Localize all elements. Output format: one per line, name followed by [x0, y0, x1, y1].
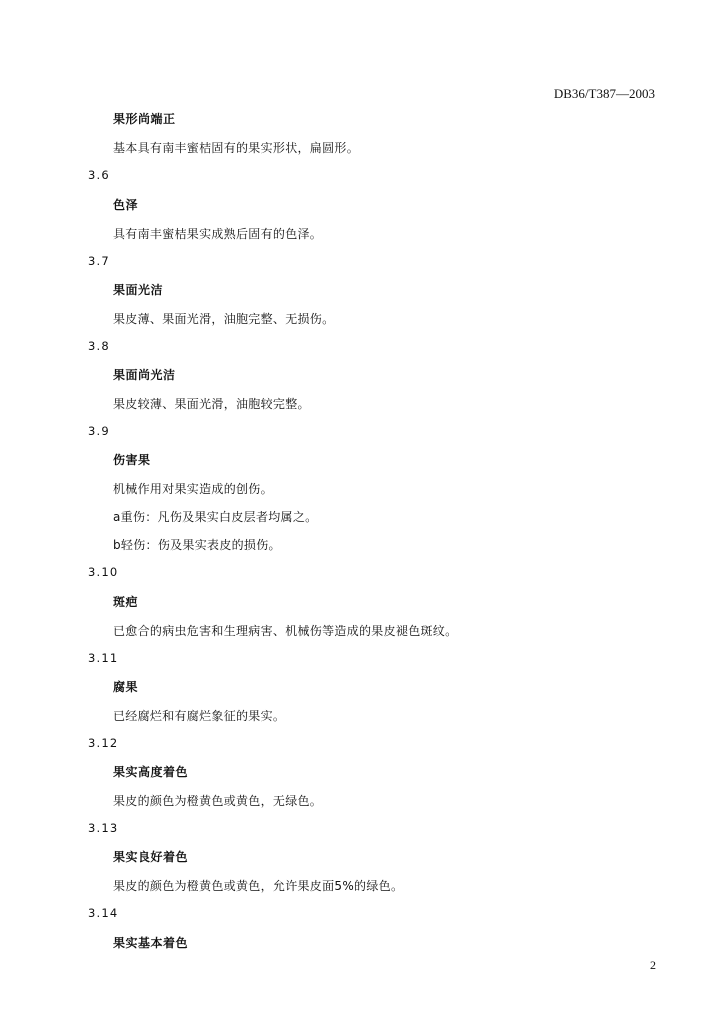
section-number: 3.7 — [88, 254, 110, 268]
term-title: 果面尚光洁 — [113, 368, 176, 382]
term-definition: 具有南丰蜜桔果实成熟后固有的色泽。 — [113, 227, 323, 241]
term-definition-item: b轻伤：伤及果实表皮的损伤。 — [113, 538, 281, 552]
section-number: 3.9 — [88, 424, 110, 438]
term-definition-item: a重伤：凡伤及果实白皮层者均属之。 — [113, 510, 318, 524]
term-definition: 果皮薄、果面光滑，油胞完整、无损伤。 — [113, 312, 335, 326]
term-title: 腐果 — [113, 680, 139, 694]
section-number: 3.8 — [88, 339, 110, 353]
term-title: 伤害果 — [113, 453, 151, 467]
section-number: 3.13 — [88, 821, 119, 835]
section-number: 3.11 — [88, 651, 119, 665]
term-title: 果实基本着色 — [113, 936, 189, 950]
term-definition: 已经腐烂和有腐烂象征的果实。 — [113, 709, 286, 723]
section-number: 3.6 — [88, 168, 110, 182]
document-code: DB36/T387—2003 — [553, 86, 655, 101]
section-number: 3.12 — [88, 736, 119, 750]
term-definition: 果皮的颜色为橙黄色或黄色，无绿色。 — [113, 794, 323, 808]
section-number: 3.14 — [88, 906, 119, 920]
term-definition: 基本具有南丰蜜桔固有的果实形状，扁圆形。 — [113, 141, 360, 155]
term-title: 果实良好着色 — [113, 850, 189, 864]
term-definition: 果皮的颜色为橙黄色或黄色，允许果皮面5%的绿色。 — [113, 879, 404, 893]
term-definition: 果皮较薄、果面光滑，油胞较完整。 — [113, 397, 310, 411]
term-title: 色泽 — [113, 198, 139, 212]
term-definition: 已愈合的病虫危害和生理病害、机械伤等造成的果皮褪色斑纹。 — [113, 624, 458, 638]
term-title: 果实高度着色 — [113, 765, 189, 779]
term-definition: 机械作用对果实造成的创伤。 — [113, 482, 273, 496]
term-title: 果形尚端正 — [113, 112, 176, 126]
page-number: 2 — [650, 958, 656, 972]
section-number: 3.10 — [88, 565, 119, 579]
term-title: 斑疤 — [113, 595, 139, 609]
term-title: 果面光洁 — [113, 283, 164, 297]
